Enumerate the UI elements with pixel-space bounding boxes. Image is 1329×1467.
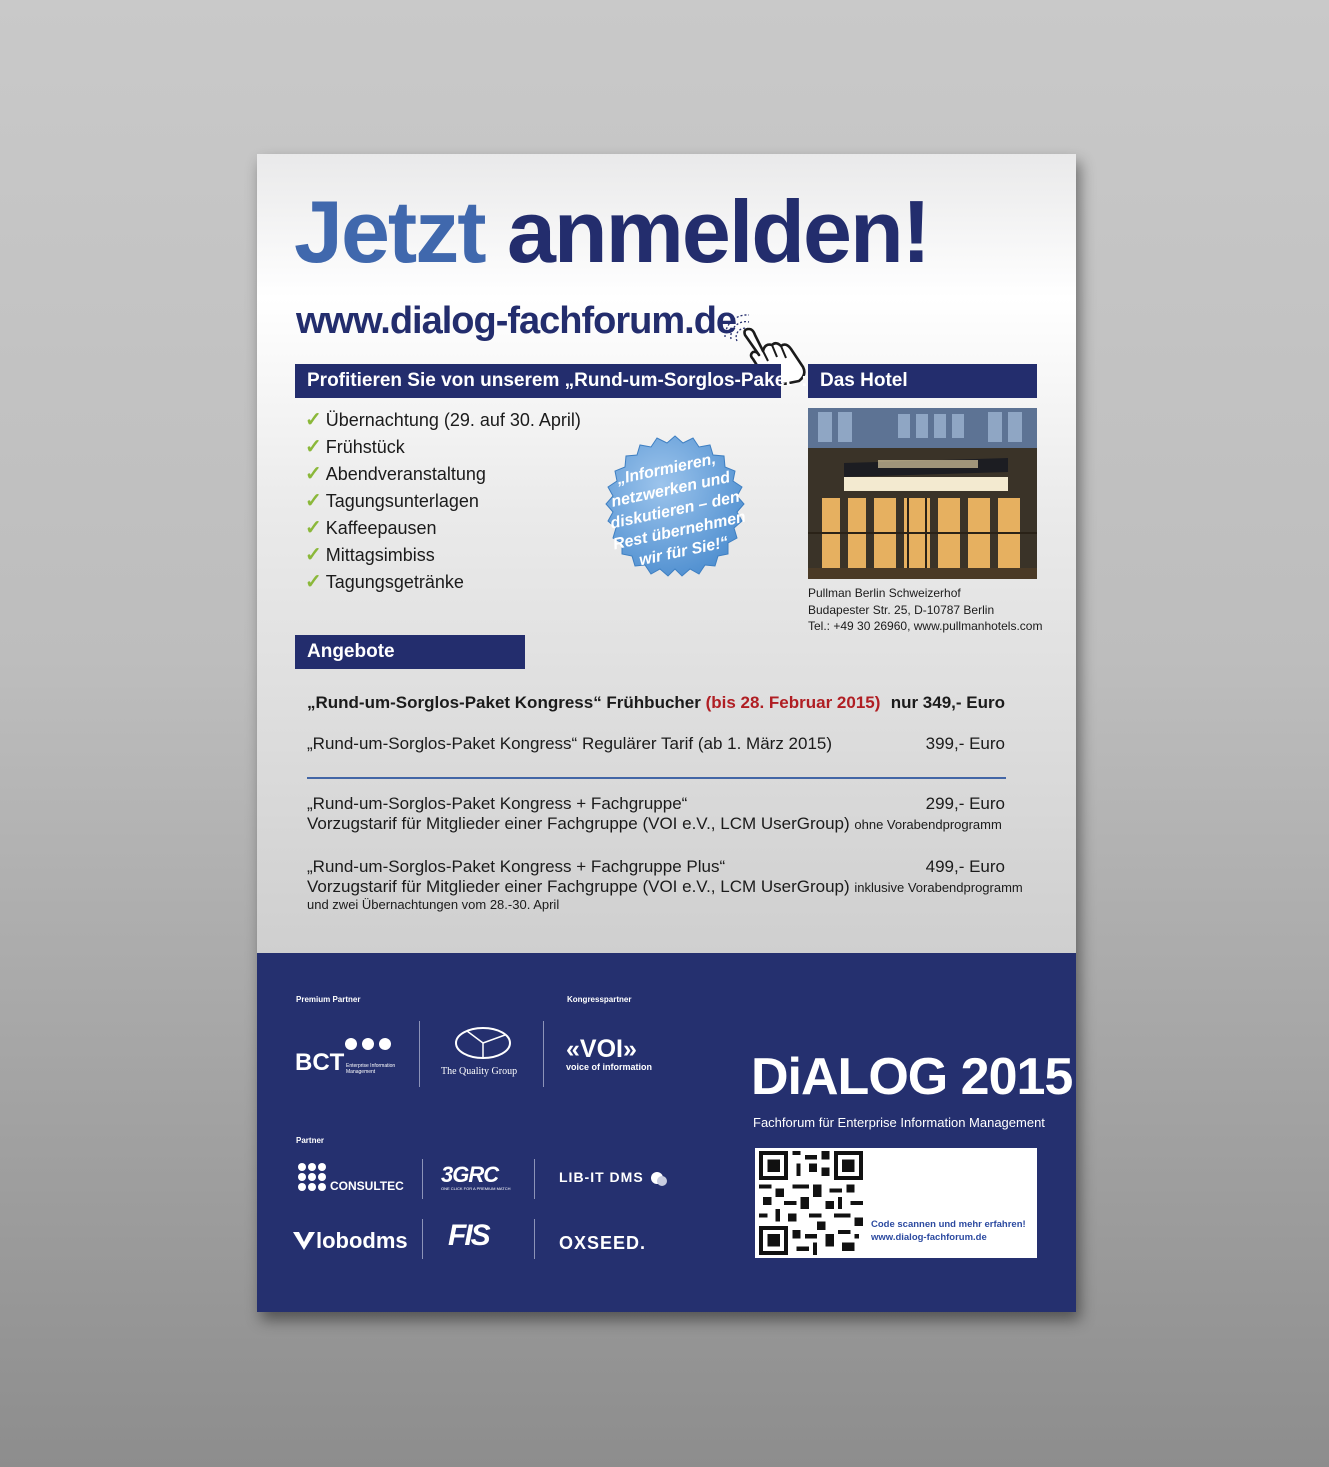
offer-name: „Rund-um-Sorglos-Paket Kongress + Fachgruppe“	[307, 794, 688, 813]
headline	[294, 182, 930, 281]
quality-group-disc-icon	[453, 1025, 513, 1065]
offer-row	[307, 734, 1005, 754]
kongress-partner-label: Kongresspartner	[567, 995, 632, 1004]
hotel-photo	[808, 408, 1037, 579]
bct-circles-icon	[343, 1036, 395, 1052]
offers-heading: Angebote	[295, 635, 525, 669]
checkmark-icon: ✓	[305, 490, 322, 512]
flyer	[257, 154, 1076, 1312]
checklist-item: ✓ Frühstück	[305, 436, 405, 458]
lib-it-logo: LIB-IT DMS	[559, 1169, 644, 1187]
logo-divider	[534, 1219, 535, 1259]
offer-price: 299,- Euro	[925, 794, 1005, 813]
fis-logo: FIS	[448, 1219, 489, 1252]
logo-divider	[419, 1021, 420, 1087]
partner-label: Partner	[296, 1136, 325, 1145]
hotel-name: Pullman Berlin Schweizerhof	[808, 586, 961, 600]
checkmark-icon: ✓	[305, 409, 322, 431]
offer-name: „Rund-um-Sorglos-Paket Kongress“ Regulärer Tarif (ab 1. März 2015)	[307, 734, 833, 753]
offer-note: inklusive Vorabendprogramm	[854, 880, 1023, 895]
offer-note-2: und zwei Übernachtungen vom 28.-30. April	[307, 897, 560, 912]
offer-description: Vorzugstarif für Mitglieder einer Fachgruppe (VOI e.V., LCM UserGroup)	[307, 877, 850, 896]
hotel-address	[808, 585, 1042, 635]
offer-price: 499,- Euro	[925, 857, 1005, 876]
promo-badge	[585, 420, 765, 600]
logo-divider	[422, 1159, 423, 1199]
event-title: DiALOG 2015	[751, 1048, 1073, 1106]
consultec-dots-icon	[297, 1162, 327, 1192]
event-subtitle: Fachforum für Enterprise Information Management	[753, 1115, 1045, 1130]
checkmark-icon: ✓	[305, 544, 322, 566]
offer-row	[307, 794, 1005, 834]
checklist-item: ✓ Tagungsgetränke	[305, 571, 464, 593]
offer-name: „Rund-um-Sorglos-Paket Kongress“ Frühbucher	[307, 693, 701, 712]
qr-panel[interactable]	[755, 1148, 1037, 1258]
checkmark-icon: ✓	[305, 463, 322, 485]
flyer-upper	[257, 154, 1076, 953]
badge-text: „Informieren, netzwerken und diskutieren – den Rest übernehmen wir für Sie!“	[608, 450, 748, 569]
checklist-item: ✓ Übernachtung (29. auf 30. April)	[305, 409, 581, 431]
premium-partner-label: Premium Partner	[296, 995, 361, 1004]
checklist-item: ✓ Tagungsunterlagen	[305, 490, 479, 512]
voi-logo: «VOI» voice of information	[566, 1035, 653, 1072]
logo-divider	[534, 1159, 535, 1199]
hotel-street: Budapester Str. 25, D-10787 Berlin	[808, 602, 995, 617]
checkmark-icon: ✓	[305, 571, 322, 593]
headline-word-2: anmelden!	[506, 182, 930, 281]
speech-bubble-icon	[651, 1171, 667, 1187]
checklist-item: ✓ Mittagsimbiss	[305, 544, 435, 566]
lobo-wolf-icon	[293, 1230, 315, 1252]
quality-group-logo: The Quality Group	[441, 1025, 525, 1085]
checkmark-icon: ✓	[305, 436, 322, 458]
checklist-item: ✓ Abendveranstaltung	[305, 463, 486, 485]
logo-divider	[422, 1219, 423, 1259]
offers-divider	[307, 777, 1006, 779]
qr-code-icon[interactable]	[759, 1151, 863, 1255]
offer-price: nur 349,- Euro	[890, 693, 1005, 712]
headline-word-1: Jetzt	[294, 182, 485, 281]
hotel-heading: Das Hotel	[808, 364, 1037, 398]
offer-row	[307, 857, 1023, 912]
offer-price: 399,- Euro	[925, 734, 1005, 753]
offer-row	[307, 693, 1005, 713]
offer-note: ohne Vorabendprogramm	[854, 817, 1002, 832]
offer-deadline: (bis 28. Februar 2015)	[705, 693, 881, 712]
package-heading: Profitieren Sie von unserem „Rund-um-Sorglos-Paket“:	[295, 364, 781, 398]
oxseed-logo: OXSEED.	[559, 1233, 647, 1253]
checkmark-icon: ✓	[305, 517, 322, 539]
qr-caption: Code scannen und mehr erfahren! www.dialog-fachforum.de	[871, 1219, 1026, 1243]
logo-divider	[543, 1021, 544, 1087]
3grc-logo: 3GRC ONE CLICK FOR A PREMIUM MATCH	[441, 1162, 511, 1191]
partner-footer: Premium Partner Kongresspartner Partner BCT Enterprise Information Management The Quality Group «VOI» voice of information CONSULTEC 3GRC ONE CLICK FOR A PREMIUM MATCH LIB-IT DMS lobodms FIS OXSEED. DiALOG 2015 Fachforum für Enterprise Information Management Code scannen und mehr erfahren! www.dialog-fachforum.de	[257, 953, 1076, 1312]
offer-name: „Rund-um-Sorglos-Paket Kongress + Fachgruppe Plus“	[307, 857, 726, 876]
checklist-item: ✓ Kaffeepausen	[305, 517, 437, 539]
hotel-contact: Tel.: +49 30 26960, www.pullmanhotels.com	[808, 619, 1043, 633]
website-url[interactable]: www.dialog-fachforum.de	[296, 300, 737, 342]
offer-description: Vorzugstarif für Mitglieder einer Fachgruppe (VOI e.V., LCM UserGroup)	[307, 814, 850, 833]
package-checklist	[305, 407, 581, 596]
